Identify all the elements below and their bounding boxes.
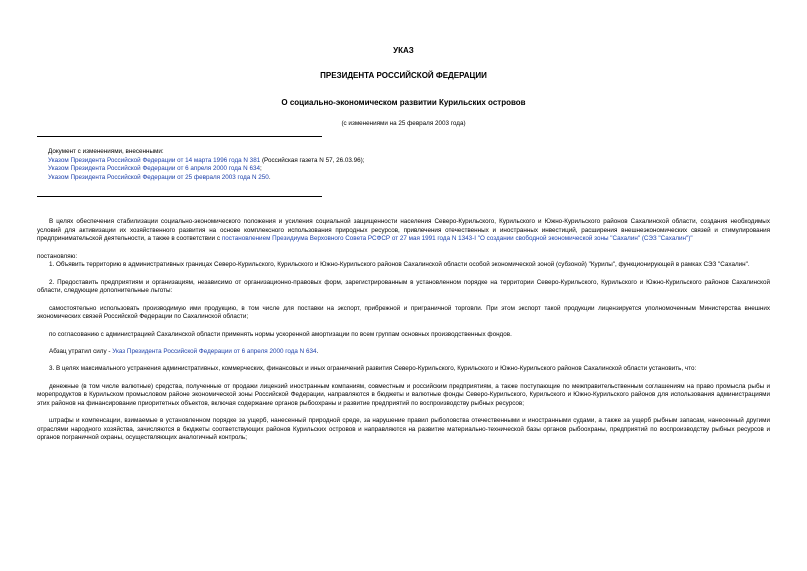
repealed-text: Абзац утратил силу -	[49, 347, 113, 355]
clause-3-item-1: денежные (в том числе валютные) средства, полученные от продажи лицензий иностранным компаниям, совместным и российским предприятиям, а также поступающие по межправительственным соглашениям на право промысла рыбы и морепродуктов в Курильском промысловом районе экономической зоны Российской Федерации, направляются в бюджеты и валютные фонды Северо-Курильского, Курильского и Южно-Курильского районов для использования администрациями этих районов на финансирование приоритетных объектов, включая содержание органов рыбоохраны и развитие предприятий по воспроизводству рыбных ресурсов;	[37, 382, 770, 407]
amendment-link-1996[interactable]: Указом Президента Российской Федерации от 14 марта 1996 года N 381	[48, 156, 261, 164]
preamble-text: В целях обеспечения стабилизации социально-экономического положения и усиления социальной защищенности населения Северо-Курильского, Курильского и Южно-Курильского районов Сахалинской области, создания необходимых условий для активизации их хозяйственного развития на основе комплексного использования природных ресурсов, привлечения отечественных и иностранных инвестиций, расширения внешнеэкономических связей и стимулирования предпринимательской деятельности, а также в соответствии с	[37, 218, 770, 243]
revision-note: (с изменениями на 25 февраля 2003 года)	[341, 120, 466, 127]
clause-2-item-1: самостоятельно использовать производимую ими продукцию, в том числе для поставки на экспорт, прибрежной и приграничной торговли. При этом экспорт такой продукции лицензируется уполномоченным Министерства внешних экономических связей Российской Федерации по Сахалинской области;	[37, 304, 770, 321]
amendment-tail: ;	[259, 165, 262, 173]
divider-top	[37, 136, 322, 137]
amendment-item	[48, 165, 548, 174]
amendment-link-2000[interactable]: Указом Президента Российской Федерации от 6 апреля 2000 года N 634	[48, 165, 260, 173]
repealed-paragraph	[37, 348, 770, 357]
clause-2: 2. Предоставить предприятиям и организациям, независимо от организационно-правовых форм, зарегистрированным в установленном порядке на территории Северо-Курильского, Курильского и Южно-Курильского районов Сахалинской области, следующие дополнительные льготы:	[37, 278, 770, 295]
amendments-intro: Документ с изменениями, внесенными:	[48, 148, 164, 155]
clause-1: 1. Объявить территорию в административных границах Северо-Курильского, Курильского и Южно-Курильского районов Сахалинской области особой экономической зоной (субзоной) "Курилы", функционирующей в рамках СЭЗ "Сахалин".	[49, 261, 750, 269]
repeal-tail: .	[316, 347, 319, 355]
amendments-block	[48, 148, 548, 182]
document-title: О социально-экономическом развитии Курильских островов	[281, 98, 526, 107]
clause-2-item-2: по согласованию с администрацией Сахалинской области применять нормы ускоренной амортизации по всем группам основных производственных фондов.	[49, 330, 512, 338]
divider-bottom	[37, 196, 322, 197]
doc-type-title: УКАЗ	[393, 46, 414, 55]
issuer-title: ПРЕЗИДЕНТА РОССИЙСКОЙ ФЕДЕРАЦИИ	[320, 71, 487, 80]
clause-3-item-2: штрафы и компенсации, взимаемые в установленном порядке за ущерб, нанесенный природной среде, за нарушение правил рыболовства отечественными и иностранными судами, а также за ущерб рыбным запасам, нанесенный другими отраслями народного хозяйства, зачисляются в бюджеты соответствующих районов Курильских островов и направляются на развитие материально-технической базы органов рыбоохраны, предприятий по воспроизводству рыбных ресурсов и органов пограничной охраны, осуществляющих аналогичный контроль;	[37, 417, 770, 442]
preamble-paragraph	[37, 218, 770, 244]
clause-3: 3. В целях максимального устранения административных, коммерческих, финансовых и иных ограничений развития Северо-Курильского, Курильского и Южно-Курильского районов Сахалинской области установить, что:	[49, 365, 697, 373]
amendment-item	[48, 174, 548, 183]
decree-word: постановляю:	[37, 252, 78, 260]
amendment-tail: (Российская газета N 57, 26.03.96);	[260, 156, 365, 164]
amendment-item	[48, 157, 548, 166]
resolution-link[interactable]: постановлением Президиума Верховного Совета РСФСР от 27 мая 1991 года N 1343-I "О создании свободной экономической зоны "Сахалин" (СЭЗ "Сахалин")"	[221, 235, 693, 243]
document-body	[37, 218, 770, 443]
amendment-link-2003[interactable]: Указом Президента Российской Федерации от 25 февраля 2003 года N 250	[48, 173, 269, 181]
repeal-link[interactable]: Указ Президента Российской Федерации от 6 апреля 2000 года N 634	[112, 347, 317, 355]
amendment-tail: .	[268, 173, 271, 181]
